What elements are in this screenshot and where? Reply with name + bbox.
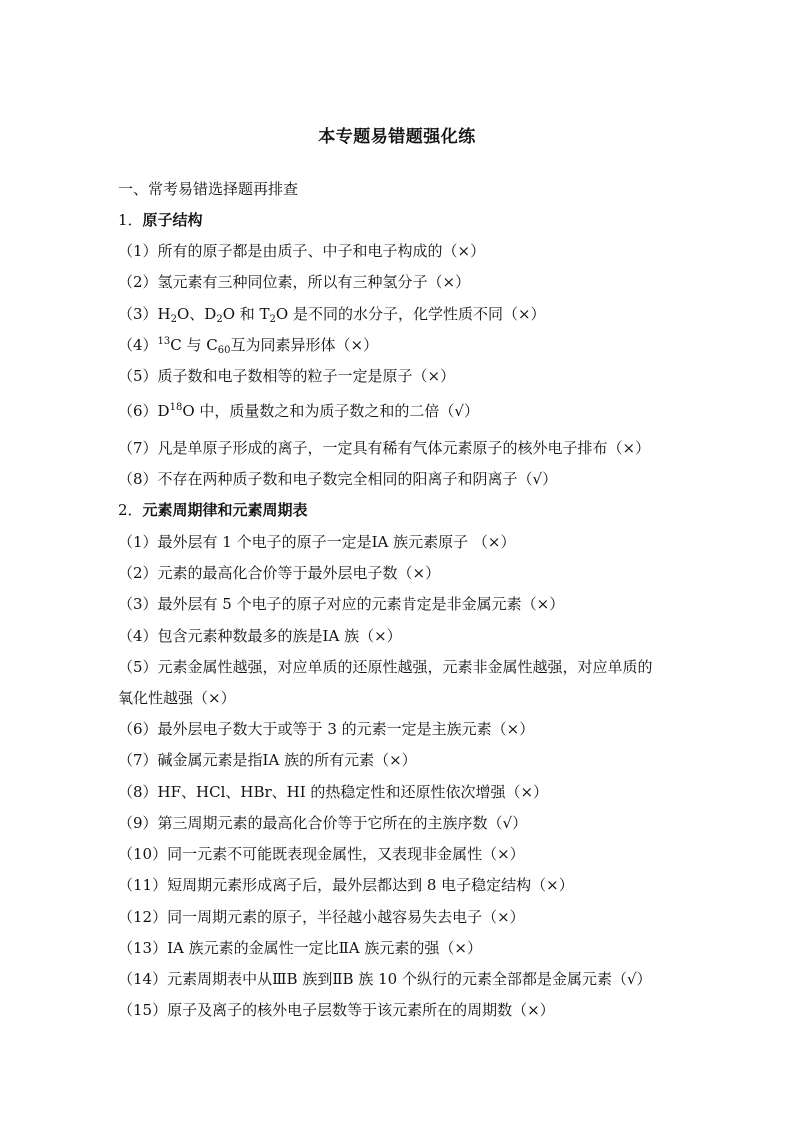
list-item: （9）第三周期元素的最高化合价等于它所在的主族序数（√） [118, 814, 528, 832]
list-item: （13）ⅠA 族元素的金属性一定比ⅡA 族元素的强（×） [118, 939, 482, 957]
list-item: （15）原子及离子的核外电子层数等于该元素所在的周期数（×） [118, 1001, 555, 1019]
list-item: $(6)D^{18}O$ 中，质量数之和为质子数之和的二倍（√） [118, 402, 479, 420]
page-title: 本专题易错题强化练 [318, 127, 476, 147]
list-item: （11）短周期元素形成离子后，最外层都达到 8 电子稳定结构（×） [118, 876, 574, 894]
list-item: （2）氢元素有三种同位素，所以有三种氢分子（×） [118, 273, 471, 291]
section-heading-periodic-law [118, 500, 308, 520]
list-item: （12）同一周期元素的原子，半径越小越容易失去电子（×） [118, 908, 525, 926]
list-item: （8）HF、HCl、HBr、HI 的热稳定性和还原性依次增强（×） [118, 783, 549, 801]
list-item: （8）不存在两种质子数和电子数完全相同的阳离子和阴离子（√） [118, 470, 558, 488]
list-item-continuation: 氧化性越强（×） [118, 689, 236, 707]
section-number: 1． [118, 211, 143, 229]
list-item: （6）最外层电子数大于或等于 3 的元素一定是主族元素（×） [118, 720, 535, 738]
list-item: （1）所有的原子都是由质子、中子和电子构成的（×） [118, 242, 486, 260]
list-item: （14）元素周期表中从ⅢB 族到ⅡB 族 10 个纵行的元素全部都是金属元素（√） [118, 970, 652, 988]
list-item: （3）最外层有 5 个电子的原子对应的元素肯定是非金属元素（×） [118, 595, 565, 613]
list-item: （7）凡是单原子形成的离子，一定具有稀有气体元素原子的核外电子排布（×） [118, 439, 651, 457]
section-heading-atomic-structure [118, 210, 203, 230]
list-item: $(3)H_2O$、$D_2O$ 和 $T_2O$ 是不同的水分子，化学性质不同（×） [118, 305, 546, 325]
list-item: （2）元素的最高化合价等于最外层电子数（×） [118, 564, 441, 582]
section-title: 元素周期律和元素周期表 [142, 501, 308, 519]
list-item: （1）最外层有 1 个电子的原子一定是ⅠA 族元素原子 （×） [118, 533, 516, 551]
section-title: 原子结构 [142, 211, 203, 229]
list-item: （5）质子数和电子数相等的粒子一定是原子（×） [118, 367, 456, 385]
list-item: $(4)^{13}C$ 与 $C_{60}$互为同素异形体（×） [118, 336, 379, 356]
part-heading: 一、常考易错选择题再排查 [118, 180, 299, 198]
list-item: （5）元素金属性越强，对应单质的还原性越强，元素非金属性越强，对应单质的 [118, 658, 653, 676]
list-item: （7）碱金属元素是指ⅠA 族的所有元素（×） [118, 751, 417, 769]
list-item: （10）同一元素不可能既表现金属性，又表现非金属性（×） [118, 845, 525, 863]
section-number: 2． [118, 501, 143, 519]
list-item: （4）包含元素种数最多的族是ⅠA 族（×） [118, 627, 402, 645]
